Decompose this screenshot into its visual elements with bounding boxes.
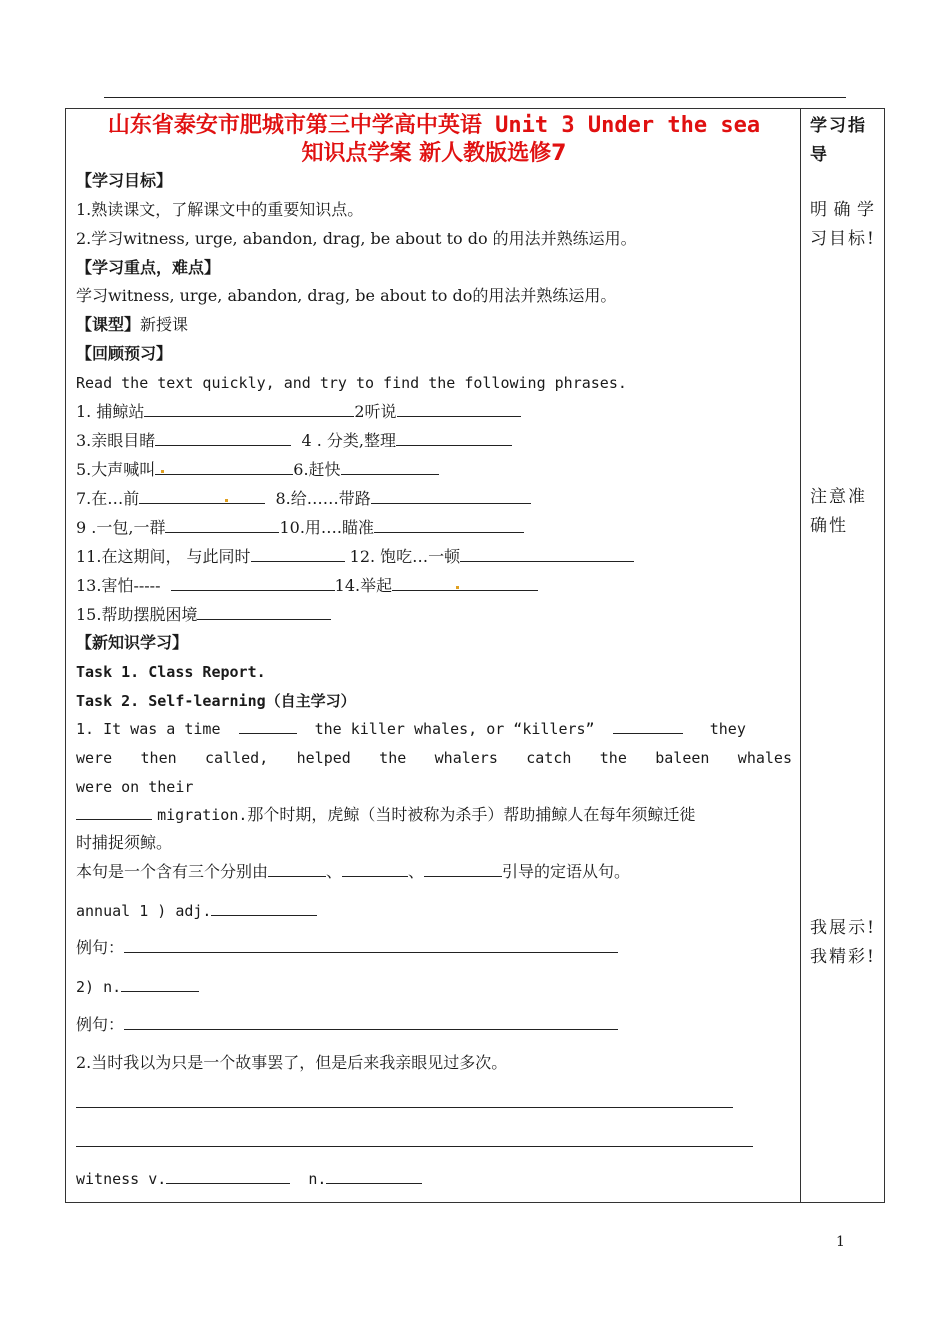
phrase-10: 10.用….瞄准 [279, 518, 374, 537]
page-title [76, 112, 792, 168]
answer-blank[interactable] [155, 459, 293, 475]
column-divider [800, 108, 801, 1203]
phrase-row-4 [76, 488, 531, 510]
goal-1: 1.熟读课文，了解课文中的重要知识点。 [76, 200, 364, 219]
answer-blank[interactable] [424, 861, 502, 877]
answer-blank[interactable] [76, 804, 152, 820]
goals-heading: 【学习目标】 [76, 171, 173, 190]
guidance-note-show: 我展示!我精彩! [810, 918, 876, 967]
task-1: Task 1. Class Report. [76, 663, 266, 681]
answer-blank[interactable] [342, 861, 408, 877]
goal-2: 2.学习witness, urge, abandon, drag, be about to do 的用法并熟练运用。 [76, 229, 637, 248]
answer-blank[interactable] [139, 488, 265, 504]
guidance-note-accuracy: 注意准确性 [810, 487, 867, 536]
answer-blank[interactable] [155, 430, 291, 446]
phrase-9: 9 .一包,一群 [76, 518, 166, 537]
page-number: 1 [836, 1234, 845, 1250]
lesson-type [76, 314, 188, 336]
witness-noun-label: n. [308, 1170, 327, 1188]
answer-blank[interactable] [374, 517, 524, 533]
answer-blank[interactable] [124, 937, 618, 953]
answer-blank[interactable] [239, 718, 297, 734]
phrase-7: 7.在…前 [76, 489, 140, 508]
phrase-15: 15.帮助摆脱困境 [76, 605, 198, 624]
translation: 那个时期，虎鲸（当时被称为杀手）帮助捕鲸人在每年须鲸迁徙 [247, 805, 696, 824]
exercise-1-line-1 [76, 718, 792, 740]
example-label: 例句： [76, 1015, 125, 1034]
phrase-row-1 [76, 401, 521, 423]
example-line-2 [76, 1014, 618, 1036]
annual-label: annual 1 ) adj. [76, 902, 212, 920]
mark-dot [225, 499, 228, 502]
answer-blank[interactable] [392, 575, 538, 591]
exercise-1-line-4 [76, 804, 695, 826]
title-line-2: 知识点学案 新人教版选修7 [301, 141, 567, 166]
type-value: 新授课 [140, 315, 189, 334]
answer-blank[interactable] [460, 546, 634, 562]
phrase-11: 11.在这期间， 与此同时 [76, 547, 251, 566]
noun-label: 2) n. [76, 978, 122, 996]
phrase-6: 6.赶快 [293, 460, 341, 479]
task-2: Task 2. Self-learning（自主学习） [76, 692, 356, 710]
phrase-5: 5.大声喊叫 [76, 460, 156, 479]
sentence-part: migration. [157, 806, 248, 824]
focus-heading: 【学习重点，难点】 [76, 258, 221, 277]
answer-blank[interactable] [268, 861, 326, 877]
phrase-row-6 [76, 546, 634, 568]
type-heading: 【课型】 [76, 315, 141, 334]
guidance-note-goals: 明确学习目标! [810, 200, 876, 249]
answer-blank[interactable] [197, 604, 331, 620]
sentence-part: 1. It was a time [76, 720, 221, 738]
phrase-3: 3.亲眼目睹 [76, 431, 156, 450]
phrase-4: 4 . 分类,整理 [301, 431, 396, 450]
example-line-1 [76, 937, 618, 959]
answer-line[interactable] [76, 1146, 753, 1147]
answer-blank[interactable] [613, 718, 683, 734]
answer-blank[interactable] [121, 976, 199, 992]
answer-blank[interactable] [124, 1014, 618, 1030]
answer-line[interactable] [76, 1107, 733, 1108]
answer-blank[interactable] [144, 401, 354, 417]
note-text: 引导的定语从句。 [502, 862, 631, 881]
mark-dot [456, 586, 459, 589]
phrase-13: 13.害怕----- [76, 576, 161, 595]
mark-dot [161, 470, 164, 473]
main-column [76, 112, 792, 1188]
witness-verb-label: witness v. [76, 1170, 167, 1188]
answer-blank[interactable] [211, 900, 317, 916]
answer-blank[interactable] [371, 488, 531, 504]
new-knowledge-heading: 【新知识学习】 [76, 633, 189, 652]
exercise-1-line-5: 时捕捉须鲸。 [76, 833, 173, 852]
answer-blank[interactable] [251, 546, 345, 562]
exercise-1-clause-note [76, 861, 630, 883]
answer-blank[interactable] [396, 430, 512, 446]
phrase-2: 2听说 [354, 402, 397, 421]
guidance-heading: 学习指导 [810, 116, 867, 165]
exercise-2-prompt: 2.当时我以为只是一个故事罢了，但是后来我亲眼见过多次。 [76, 1053, 508, 1072]
note-text: 、 [408, 862, 425, 881]
answer-blank[interactable] [166, 1168, 290, 1184]
annual-adj [76, 900, 317, 922]
answer-blank[interactable] [171, 575, 335, 591]
phrase-row-3 [76, 459, 439, 481]
phrase-row-2 [76, 430, 512, 452]
note-text: 本句是一个含有三个分别由 [76, 862, 269, 881]
answer-blank[interactable] [397, 401, 521, 417]
answer-blank[interactable] [165, 517, 279, 533]
answer-blank[interactable] [326, 1168, 422, 1184]
exercise-1-line-3: were on their [76, 778, 194, 796]
answer-blank[interactable] [341, 459, 439, 475]
header-rule [104, 97, 846, 98]
exercise-1-line-2: were then called, helped the whalers catch the baleen whales [76, 749, 792, 767]
focus-text: 学习witness, urge, abandon, drag, be about to do的用法并熟练运用。 [76, 286, 617, 305]
example-label: 例句： [76, 938, 125, 957]
phrase-1: 1. 捕鲸站 [76, 402, 145, 421]
witness-forms [76, 1168, 422, 1190]
phrase-8: 8.给……带路 [275, 489, 371, 508]
title-line-1: 山东省泰安市肥城市第三中学高中英语 Unit 3 Under the sea [107, 113, 761, 138]
sentence-part: the killer whales, or “killers” [314, 720, 595, 738]
phrase-row-8 [76, 604, 331, 626]
review-intro: Read the text quickly, and try to find the following phrases. [76, 374, 627, 392]
phrase-14: 14.举起 [334, 576, 393, 595]
phrase-row-5 [76, 517, 524, 539]
phrase-row-7 [76, 575, 538, 597]
sentence-part: they [709, 720, 746, 738]
phrase-12: 12. 饱吃…一顿 [349, 547, 461, 566]
note-text: 、 [326, 862, 343, 881]
review-heading: 【回顾预习】 [76, 344, 173, 363]
annual-noun [76, 976, 199, 998]
